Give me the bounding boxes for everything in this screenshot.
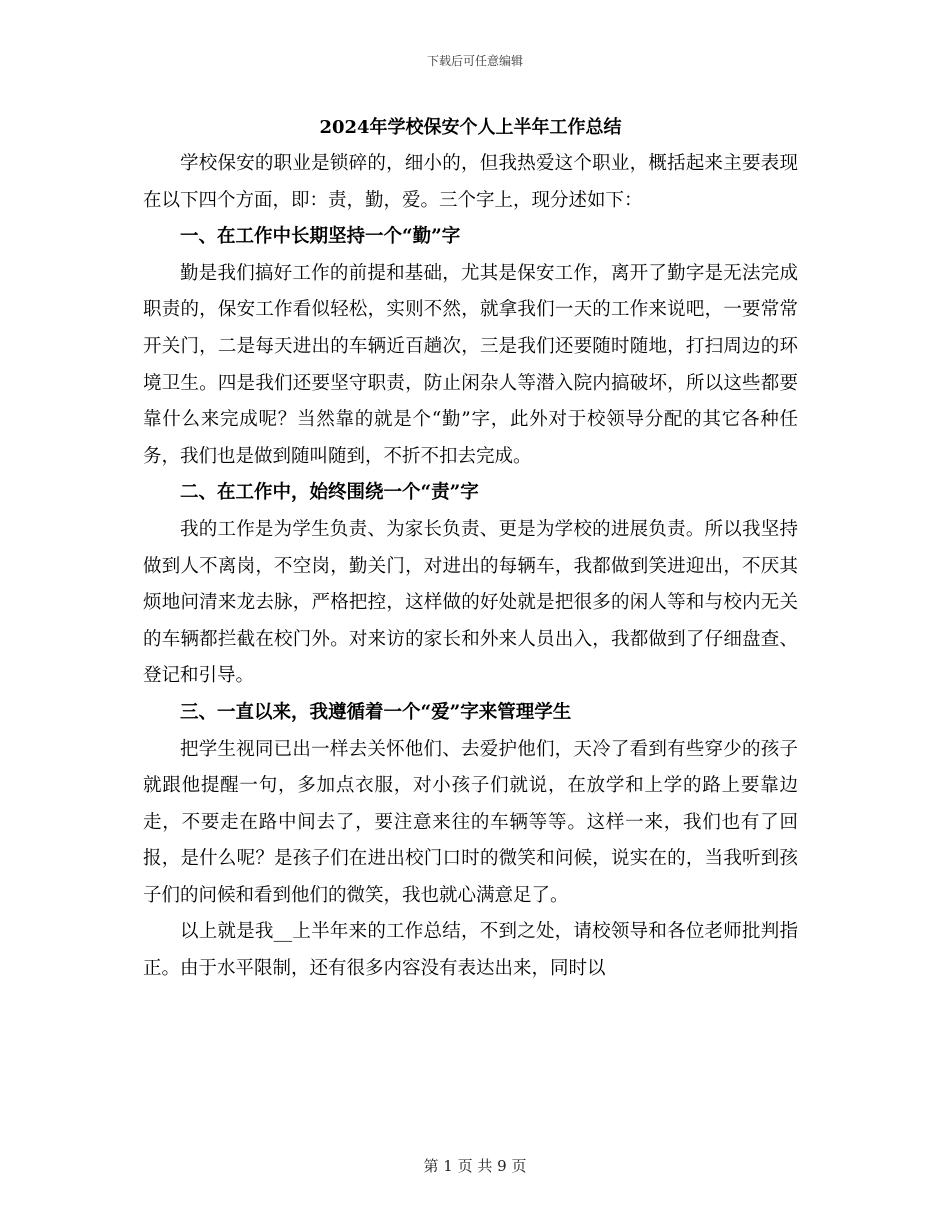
section-heading-1: 一、在工作中长期坚持一个“勤”字: [180, 226, 461, 248]
intro-paragraph: 学校保安的职业是锁碎的，细小的，但我热爱这个职业，概括起来主要表现在以下四个方面，即：责，勤，爱。三个字上，现分述如下：: [143, 153, 798, 211]
closing-paragraph: 以上就是我__上半年来的工作总结，不到之处，请校领导和各位老师批判指正。由于水平限制，还有很多内容没有表达出来，同时以: [143, 921, 798, 980]
section-heading-2: 二、在工作中，始终围绕一个“责”字: [180, 482, 479, 504]
page-number: 第 1 页 共 9 页: [423, 1157, 527, 1175]
section-body-3: 把学生视同已出一样去关怀他们、去爱护他们，天冷了看到有些穿少的孩子就跟他提醒一句，多加点衣服，对小孩子们就说，在放学和上学的路上要靠边走，不要走在路中间去了，要注意来往的车辆等等。这样一来，我们也有了回报，是什么呢？是孩子们在进出校门口时的微笑和问候，说实在的，当我听到孩子们的问候和看到他们的微笑，我也就心满意足了。: [143, 738, 798, 906]
section-heading-3: 三、一直以来，我遵循着一个“爱”字来管理学生: [180, 701, 572, 723]
section-body-1: 勤是我们搞好工作的前提和基础，尤其是保安工作，离开了勤字是无法完成职责的，保安工作看似轻松，实则不然，就拿我们一天的工作来说吧，一要常常开关门，二是每天进出的车辆近百趟次，三是我们还要随时随地，打扫周边的环境卫生。四是我们还要坚守职责，防止闲杂人等潜入院内搞破坏，所以这些都要靠什么来完成呢？当然靠的就是个“勤”字，此外对于校领导分配的其它各种任务，我们也是做到随叫随到，不折不扣去完成。: [143, 262, 798, 467]
document-body: [143, 110, 798, 988]
section-body-2: 我的工作是为学生负责、为家长负责、更是为学校的进展负责。所以我坚持做到人不离岗，不空岗，勤关门，对进出的每辆车，我都做到笑进迎出，不厌其烦地问清来龙去脉，严格把控，这样做的好处就是把很多的闲人等和与校内无关的车辆都拦截在校门外。对来访的家长和外来人员出入，我都做到了仔细盘查、登记和引导。: [143, 518, 798, 687]
page-header: 下载后可任意编辑: [426, 54, 523, 68]
document-title: 2024年学校保安个人上半年工作总结: [319, 117, 622, 138]
